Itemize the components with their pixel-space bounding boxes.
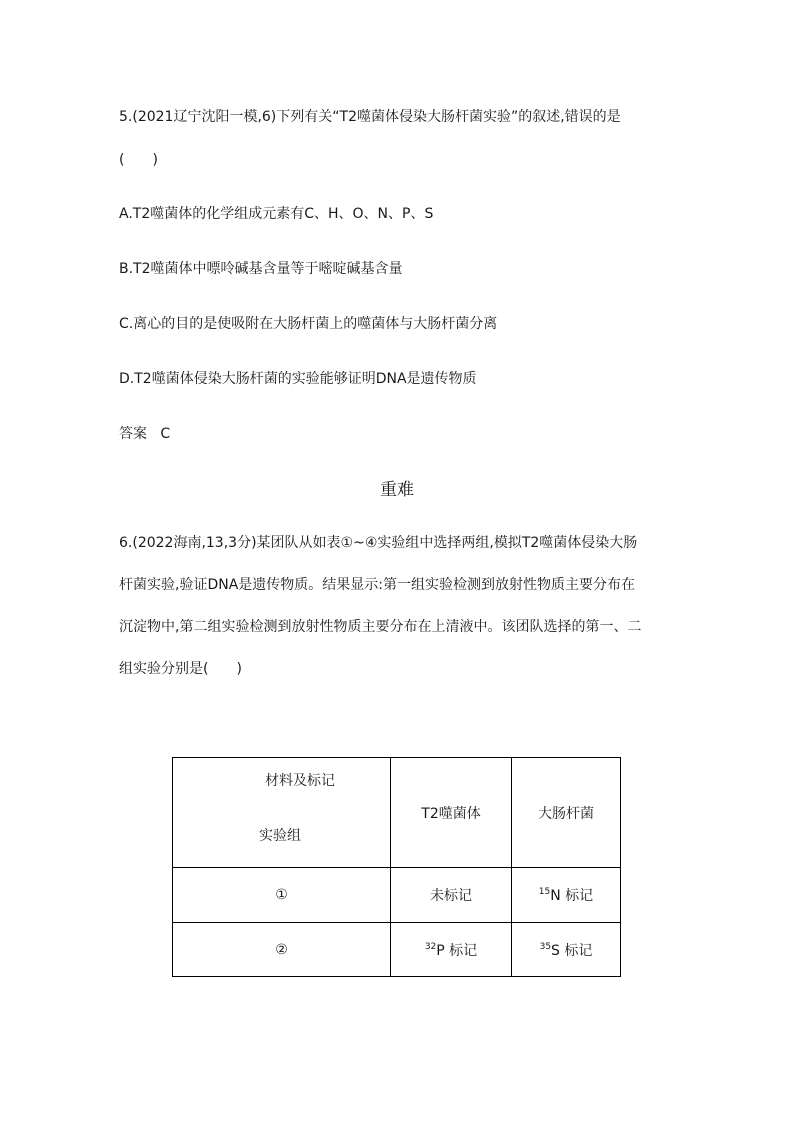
table-header-row	[173, 758, 621, 868]
answer-label: 答案	[119, 426, 147, 442]
corner-bottom-label: 实验组	[259, 828, 301, 844]
experiment-table	[172, 757, 621, 977]
label-text: P 标记	[436, 942, 478, 959]
answer-blank: ( )	[119, 152, 158, 168]
isotope-mass: 15	[538, 887, 551, 897]
option-a: A.T2噬菌体的化学组成元素有C、H、O、N、P、S	[119, 206, 434, 222]
table-row	[173, 923, 621, 977]
option-d: D.T2噬菌体侵染大肠杆菌的实验能够证明DNA是遗传物质	[119, 371, 477, 387]
header-phage: T2噬菌体	[391, 758, 512, 868]
label-text: 未标记	[430, 888, 472, 904]
option-b: B.T2噬菌体中嘌呤碱基含量等于嘧啶碱基含量	[119, 261, 403, 277]
isotope-mass: 35	[539, 941, 552, 952]
label-text: N 标记	[550, 888, 594, 904]
phage-label-cell	[391, 923, 512, 977]
question-6-line-3: 沉淀物中,第二组实验检测到放射性物质主要分布在上清液中。该团队选择的第一、二	[119, 619, 642, 635]
answer	[119, 424, 170, 444]
question-6-line-4: 组实验分别是( )	[119, 661, 242, 677]
option-c: C.离心的目的是使吸附在大肠杆菌上的噬菌体与大肠杆菌分离	[119, 316, 498, 332]
ecoli-label-cell	[512, 868, 621, 923]
header-ecoli: 大肠杆菌	[512, 758, 621, 868]
table-corner-cell	[173, 758, 391, 868]
group-cell: ②	[173, 923, 391, 977]
isotope-mass: 32	[424, 941, 437, 952]
corner-top-label: 材料及标记	[265, 773, 335, 789]
ecoli-label-cell	[512, 923, 621, 977]
group-cell: ①	[173, 868, 391, 923]
answer-value: C	[160, 426, 171, 442]
question-6-line-1: 6.(2022海南,13,3分)某团队从如表①~④实验组中选择两组,模拟T2噬菌体侵染大肠	[119, 535, 638, 551]
table-row	[173, 868, 621, 923]
phage-label-cell	[391, 868, 512, 923]
label-text: S 标记	[551, 942, 593, 959]
question-5-stem: 5.(2021辽宁沈阳一模,6)下列有关“T2噬菌体侵染大肠杆菌实验”的叙述,错误的是	[119, 109, 621, 125]
section-heading: 重难	[380, 480, 414, 500]
question-6-line-2: 杆菌实验,验证DNA是遗传物质。结果显示:第一组实验检测到放射性物质主要分布在	[119, 577, 635, 593]
